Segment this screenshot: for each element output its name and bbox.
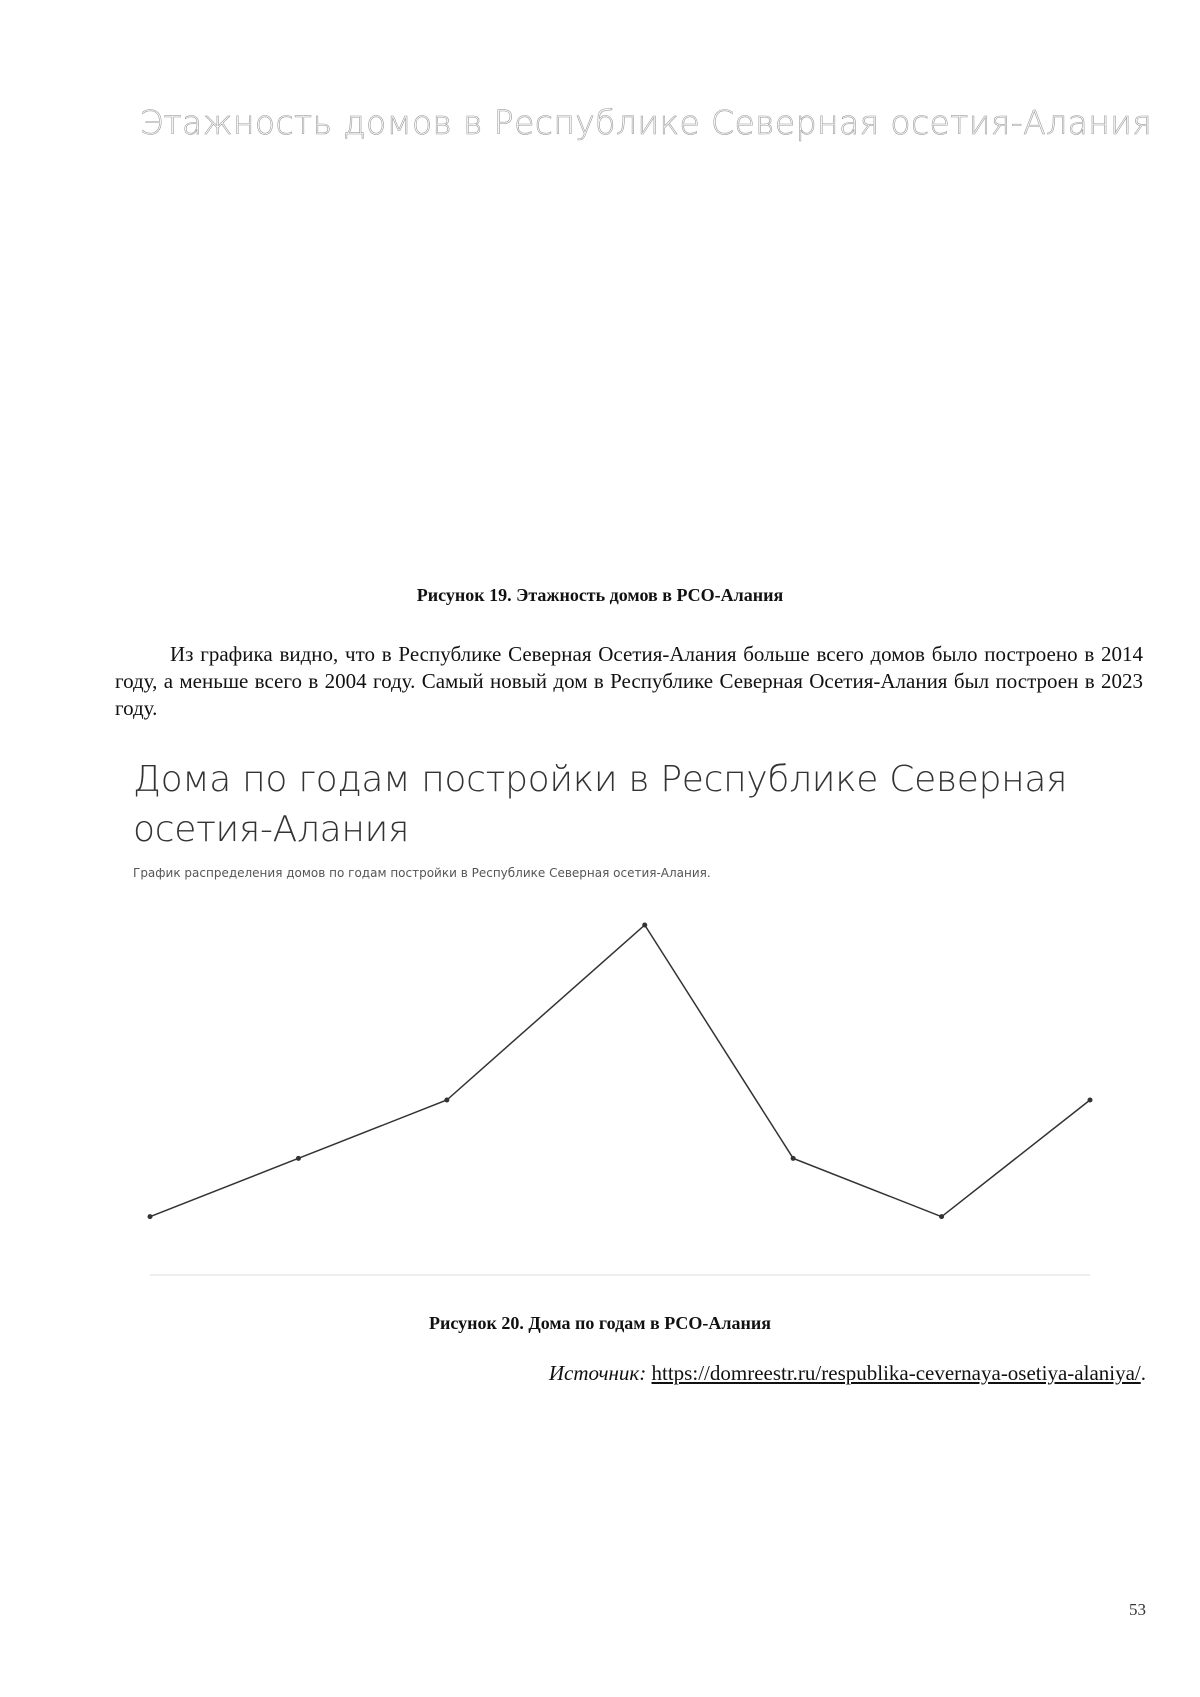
source-link[interactable]: https://domreestr.ru/respublika-cevernaya-osetiya-alaniya/ [651, 1361, 1141, 1385]
series-line [150, 925, 1090, 1217]
figure2-subtitle: График распределения домов по годам постройки в Республике Северная осетия-Алания. [133, 866, 711, 880]
data-point [1088, 1098, 1093, 1103]
body-paragraph: Из графика видно, что в Республике Северная Осетия-Алания больше всего домов было построено в 2014 году, а меньше всего в 2004 году. Самый новый дом в Республике Северная Осетия-Алания был построен в 2023 году. [115, 642, 1143, 720]
data-point [296, 1156, 301, 1161]
source-label: Источник: [548, 1361, 647, 1385]
figure1-title: Этажность домов в Республике Северная осетия-Алания [140, 103, 1153, 142]
data-point [148, 1214, 153, 1219]
houses-by-year-chart [130, 895, 1120, 1305]
figure2-caption: Рисунок 20. Дома по годам в РСО-Алания [429, 1313, 771, 1333]
figure1-chart-area [140, 165, 1130, 525]
data-point [642, 923, 647, 928]
source-line [549, 1361, 1146, 1386]
figure1-caption: Рисунок 19. Этажность домов в РСО-Алания [416, 585, 784, 605]
figure2-title: Дома по годам постройки в Республике Северная осетия-Алания [133, 759, 1068, 850]
data-point [791, 1156, 796, 1161]
page-number: 53 [1129, 1600, 1146, 1619]
source-trailing: . [1140, 1361, 1146, 1385]
data-point [444, 1098, 449, 1103]
data-point [939, 1214, 944, 1219]
